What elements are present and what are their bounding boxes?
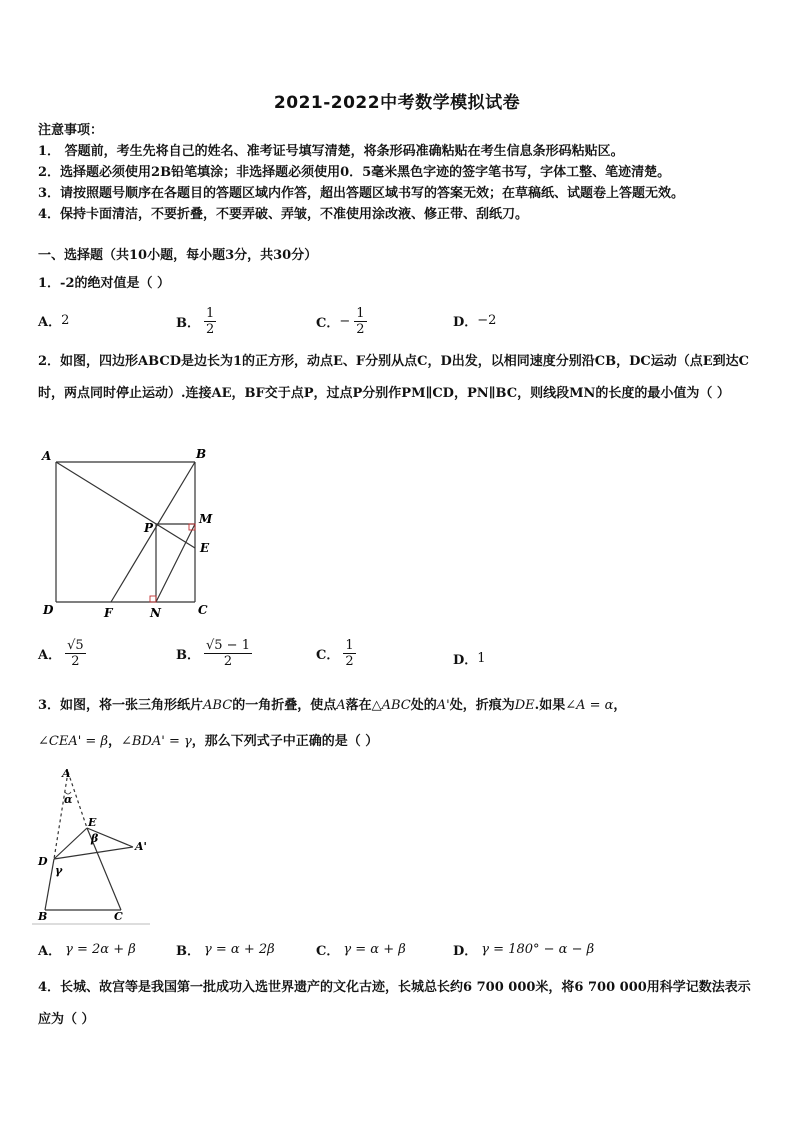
math-angle-a: ∠A = α bbox=[565, 698, 614, 713]
math-de: DE bbox=[514, 698, 535, 713]
stem-text: 处，折痕为 bbox=[449, 698, 515, 713]
page-title: 2021-2022中考数学模拟试卷 bbox=[273, 93, 521, 113]
folded-edge-ad bbox=[54, 772, 68, 859]
q2-option-d[interactable] bbox=[453, 649, 486, 668]
option-label: A． bbox=[38, 648, 62, 663]
label-gamma: γ bbox=[55, 864, 63, 877]
question-3-line-2 bbox=[38, 726, 760, 758]
q1-option-a[interactable] bbox=[38, 311, 69, 330]
denominator: 2 bbox=[345, 654, 354, 669]
section-heading: 一、选择题（共10小题，每小题3分，共30分） bbox=[38, 248, 318, 263]
denominator: 2 bbox=[71, 654, 80, 669]
option-label: C． bbox=[316, 316, 340, 331]
q3-option-b[interactable] bbox=[176, 940, 275, 959]
stem-text: ， bbox=[613, 698, 627, 713]
notice-block bbox=[38, 120, 758, 225]
label-e: E bbox=[88, 816, 97, 829]
label-b: B bbox=[196, 447, 207, 461]
fraction bbox=[204, 306, 216, 337]
numerator: 1 bbox=[206, 306, 215, 321]
option-label: B． bbox=[176, 944, 200, 959]
math-angle-bda: ∠BDA' = γ bbox=[120, 734, 192, 749]
label-m: M bbox=[199, 512, 213, 526]
q3-option-d[interactable] bbox=[453, 940, 594, 959]
notice-item: 3．请按照题号顺序在各题目的答题区域内作答，超出答题区域书写的答案无效；在草稿纸、试题卷上答题无效。 bbox=[38, 186, 685, 201]
question-3-stem bbox=[38, 690, 760, 758]
label-a-prime: A' bbox=[135, 840, 147, 853]
label-n: N bbox=[150, 606, 161, 620]
option-value: γ = α + 2β bbox=[204, 942, 275, 957]
notice-item: 4．保持卡面清洁，不要折叠，不要弄破、弄皱，不准使用涂改液、修正带、刮纸刀。 bbox=[38, 207, 529, 222]
option-value: 2 bbox=[61, 313, 70, 328]
notice-item: 1． 答题前，考生先将自己的姓名、准考证号填写清楚，将条形码准确粘贴在考生信息条形码粘贴区。 bbox=[38, 144, 624, 159]
fraction bbox=[354, 306, 366, 337]
label-a: A bbox=[42, 449, 52, 463]
option-label: C． bbox=[316, 648, 340, 663]
label-alpha: α bbox=[64, 793, 73, 806]
q1-option-b[interactable] bbox=[176, 306, 216, 337]
question-3-line-1 bbox=[38, 690, 760, 722]
math-abc: ABC bbox=[203, 698, 233, 713]
segment-da-prime bbox=[54, 847, 133, 859]
stem-text: .如果 bbox=[534, 698, 566, 713]
label-f: F bbox=[104, 606, 113, 620]
notice-heading: 注意事项： bbox=[38, 123, 104, 138]
option-label: B． bbox=[176, 316, 200, 331]
denominator: 2 bbox=[206, 322, 215, 337]
option-label: A． bbox=[38, 315, 62, 330]
right-angle-mark bbox=[150, 596, 156, 602]
q3-option-c[interactable] bbox=[316, 940, 406, 959]
stem-text: ， bbox=[107, 734, 121, 749]
label-d: D bbox=[38, 855, 48, 868]
stem-text: 处的 bbox=[410, 698, 437, 713]
fraction bbox=[65, 638, 86, 669]
triangle-fold-figure bbox=[32, 762, 157, 928]
q1-option-d[interactable] bbox=[453, 311, 496, 330]
math-a: A bbox=[336, 698, 346, 713]
label-d: D bbox=[43, 603, 54, 617]
label-c: C bbox=[114, 910, 123, 923]
option-value: γ = 180° − α − β bbox=[481, 942, 595, 957]
question-3-options bbox=[38, 940, 760, 960]
label-e: E bbox=[200, 541, 210, 555]
numerator: 1 bbox=[356, 306, 365, 321]
q2-option-b[interactable] bbox=[176, 638, 252, 669]
numerator: √5 − 1 bbox=[206, 638, 250, 653]
math-a-prime: A' bbox=[436, 698, 450, 713]
fraction bbox=[204, 638, 252, 669]
question-1-stem: 1．-2的绝对值是（ ） bbox=[38, 276, 171, 291]
q2-option-a[interactable] bbox=[38, 638, 86, 669]
question-1-options bbox=[38, 306, 760, 346]
question-4-stem: 4．长城、故宫等是我国第一批成功入选世界遗产的文化古迹，长城总长约6 700 000米，将6 700 000用科学记数法表示应为（ ） bbox=[38, 980, 751, 1027]
option-label: B． bbox=[176, 648, 200, 663]
minus-sign: − bbox=[339, 314, 351, 329]
option-value: 1 bbox=[477, 651, 486, 666]
square-figure bbox=[38, 444, 228, 624]
math-angle-cea: ∠CEA' = β bbox=[38, 734, 108, 749]
stem-text: 的一角折叠，使点 bbox=[232, 698, 337, 713]
option-value: −2 bbox=[477, 313, 497, 328]
label-c: C bbox=[198, 603, 208, 617]
label-b: B bbox=[38, 910, 48, 923]
denominator: 2 bbox=[356, 322, 365, 337]
question-2-options bbox=[38, 638, 760, 678]
label-a: A bbox=[62, 767, 71, 780]
fraction bbox=[343, 638, 355, 669]
q2-option-c[interactable] bbox=[316, 638, 356, 669]
question-2-stem: 2．如图，四边形ABCD是边长为1的正方形，动点E、F分别从点C，D出发，以相同速度分别沿CB，DC运动（点E到达C时，两点同时停止运动）.连接AE，BF交于点P，过点P分别作PM∥CD，PN∥BC，则线段MN的长度的最小值为（ ） bbox=[38, 354, 749, 401]
option-label: A． bbox=[38, 944, 62, 959]
option-label: D． bbox=[453, 315, 478, 330]
option-label: D． bbox=[453, 653, 478, 668]
label-beta: β bbox=[91, 832, 99, 845]
label-p: P bbox=[144, 521, 154, 535]
option-value: γ = 2α + β bbox=[65, 942, 136, 957]
math-triangle-abc: △ABC bbox=[371, 698, 411, 713]
denominator: 2 bbox=[223, 654, 233, 669]
option-label: C． bbox=[316, 944, 340, 959]
q1-option-c[interactable] bbox=[316, 306, 367, 337]
notice-item: 2．选择题必须使用2B铅笔填涂；非选择题必须使用0．5毫米黑色字迹的签字笔书写，字体工整、笔迹清楚。 bbox=[38, 165, 671, 180]
segment-ae bbox=[56, 462, 195, 548]
stem-text: 落在 bbox=[345, 698, 372, 713]
option-label: D． bbox=[453, 944, 478, 959]
stem-text: 3．如图，将一张三角形纸片 bbox=[38, 698, 204, 713]
stem-text: ，那么下列式子中正确的是（ ） bbox=[191, 734, 379, 749]
option-value: γ = α + β bbox=[343, 942, 406, 957]
numerator: √5 bbox=[67, 638, 84, 653]
q3-option-a[interactable] bbox=[38, 940, 136, 959]
numerator: 1 bbox=[345, 638, 354, 653]
